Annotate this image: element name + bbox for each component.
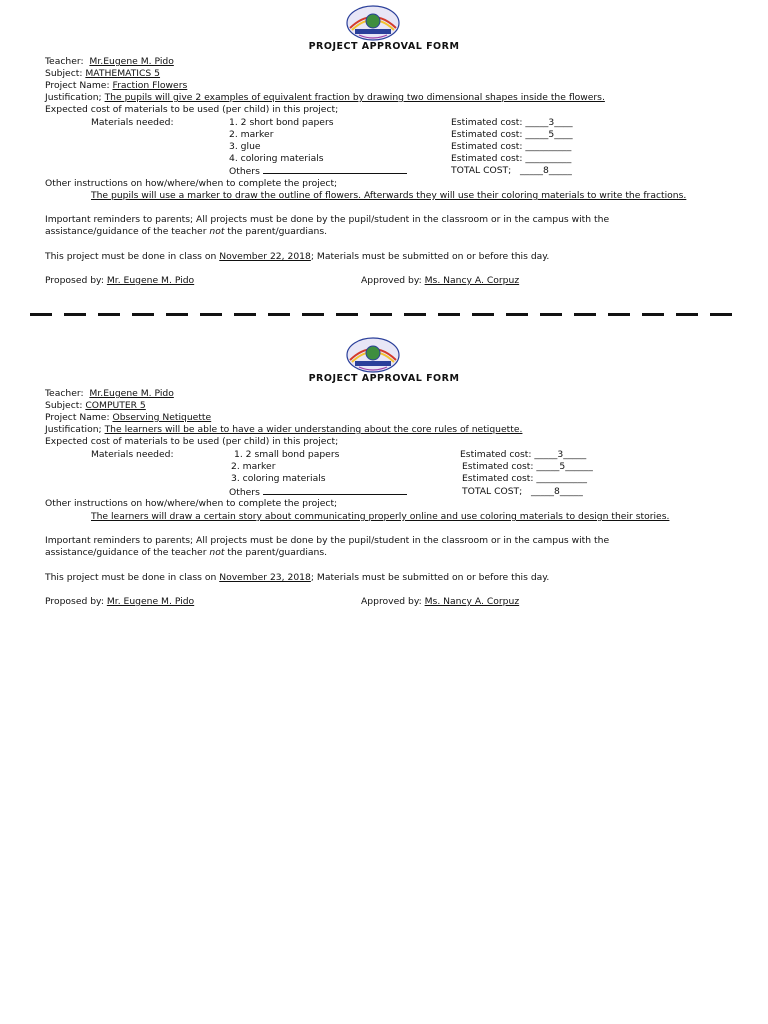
- proposed-by-row: Proposed by: Mr. Eugene M. Pido: [45, 596, 195, 607]
- material-item: 3. glue: [229, 141, 261, 152]
- approved-by-row: Approved by: Ms. Nancy A. Corpuz: [361, 596, 520, 607]
- teacher-row: Teacher: Mr.Eugene M. Pido: [45, 56, 174, 67]
- proposer-name: Mr. Eugene M. Pido: [106, 275, 195, 286]
- teacher-name: Mr.Eugene M. Pido: [89, 388, 174, 399]
- other-instructions-text: The learners will draw a certain story about communicating properly online and use coloring materials to design their stories.: [91, 511, 670, 522]
- reminder-line-1: Important reminders to parents; All projects must be done by the pupil/student in the classroom or in the campus with the: [45, 535, 610, 546]
- deadline-date: November 22, 2018: [219, 251, 311, 262]
- project-row: Project Name: Fraction Flowers: [45, 80, 188, 91]
- reminder-line-1: Important reminders to parents; All projects must be done by the pupil/student in the classroom or in the campus with the: [45, 214, 610, 225]
- estimated-cost-row: Estimated cost: _____5____: [451, 129, 573, 140]
- justification-text: The learners will be able to have a wider understanding about the core rules of netiquette.: [104, 424, 523, 435]
- school-logo: [345, 4, 401, 42]
- deadline-row: This project must be done in class on November 23, 2018; Materials must be submitted on or before this day.: [45, 572, 550, 583]
- estimated-cost-row: Estimated cost: _____3_____: [460, 449, 587, 460]
- material-item: 2. marker: [231, 461, 276, 472]
- estimated-cost-row: Estimated cost: _____3____: [451, 117, 573, 128]
- justification-row: Justification; The pupils will give 2 examples of equivalent fraction by drawing two dimensional shapes inside the flowers.: [45, 92, 605, 103]
- teacher-name: Mr.Eugene M. Pido: [89, 56, 174, 67]
- total-cost-row: TOTAL COST; _____8_____: [451, 165, 572, 176]
- other-instructions-label: Other instructions on how/where/when to complete the project;: [45, 178, 338, 189]
- school-logo: [345, 336, 401, 374]
- subject-row: Subject: MATHEMATICS 5: [45, 68, 161, 79]
- expected-cost-heading: Expected cost of materials to be used (per child) in this project;: [45, 104, 339, 115]
- subject-value: COMPUTER 5: [85, 400, 146, 411]
- material-item: 1. 2 small bond papers: [234, 449, 340, 460]
- proposer-name: Mr. Eugene M. Pido: [106, 596, 195, 607]
- project-row: Project Name: Observing Netiquette: [45, 412, 212, 423]
- form-title: PROJECT APPROVAL FORM: [308, 373, 460, 384]
- approver-name: Ms. Nancy A. Corpuz: [424, 596, 520, 607]
- total-cost-row: TOTAL COST; _____8_____: [462, 486, 583, 497]
- justification-row: Justification; The learners will be able to have a wider understanding about the core rules of netiquette.: [45, 424, 523, 435]
- justification-text: The pupils will give 2 examples of equivalent fraction by drawing two dimensional shapes inside the flowers.: [104, 92, 605, 103]
- approved-by-row: Approved by: Ms. Nancy A. Corpuz: [361, 275, 520, 286]
- estimated-cost-row: Estimated cost: _____5______: [462, 461, 593, 472]
- estimated-cost-row: Estimated cost: ___________: [462, 473, 587, 484]
- material-item: 3. coloring materials: [231, 473, 326, 484]
- deadline-date: November 23, 2018: [219, 572, 311, 583]
- form-title: PROJECT APPROVAL FORM: [308, 41, 460, 52]
- estimated-cost-row: Estimated cost: __________: [451, 153, 572, 164]
- estimated-cost-row: Estimated cost: __________: [451, 141, 572, 152]
- other-instructions-label: Other instructions on how/where/when to complete the project;: [45, 498, 338, 509]
- materials-label: Materials needed:: [91, 449, 174, 460]
- deadline-row: This project must be done in class on November 22, 2018; Materials must be submitted on or before this day.: [45, 251, 550, 262]
- material-item: 1. 2 short bond papers: [229, 117, 334, 128]
- reminder-line-2: assistance/guidance of the teacher not the parent/guardians.: [45, 547, 328, 558]
- teacher-row: Teacher: Mr.Eugene M. Pido: [45, 388, 174, 399]
- cut-line-divider: [30, 313, 740, 316]
- proposed-by-row: Proposed by: Mr. Eugene M. Pido: [45, 275, 195, 286]
- project-name: Fraction Flowers: [112, 80, 188, 91]
- material-item: 2. marker: [229, 129, 274, 140]
- other-instructions-text: The pupils will use a marker to draw the outline of flowers. Afterwards they will use their coloring materials to write the fractions.: [91, 190, 687, 201]
- subject-row: Subject: COMPUTER 5: [45, 400, 146, 411]
- project-name: Observing Netiquette: [112, 412, 212, 423]
- reminder-line-2: assistance/guidance of the teacher not the parent/guardians.: [45, 226, 328, 237]
- materials-label: Materials needed:: [91, 117, 174, 128]
- material-item: 4. coloring materials: [229, 153, 324, 164]
- subject-value: MATHEMATICS 5: [85, 68, 161, 79]
- others-row: Others: [229, 165, 407, 177]
- others-row: Others: [229, 486, 407, 498]
- expected-cost-heading: Expected cost of materials to be used (per child) in this project;: [45, 436, 339, 447]
- approver-name: Ms. Nancy A. Corpuz: [424, 275, 520, 286]
